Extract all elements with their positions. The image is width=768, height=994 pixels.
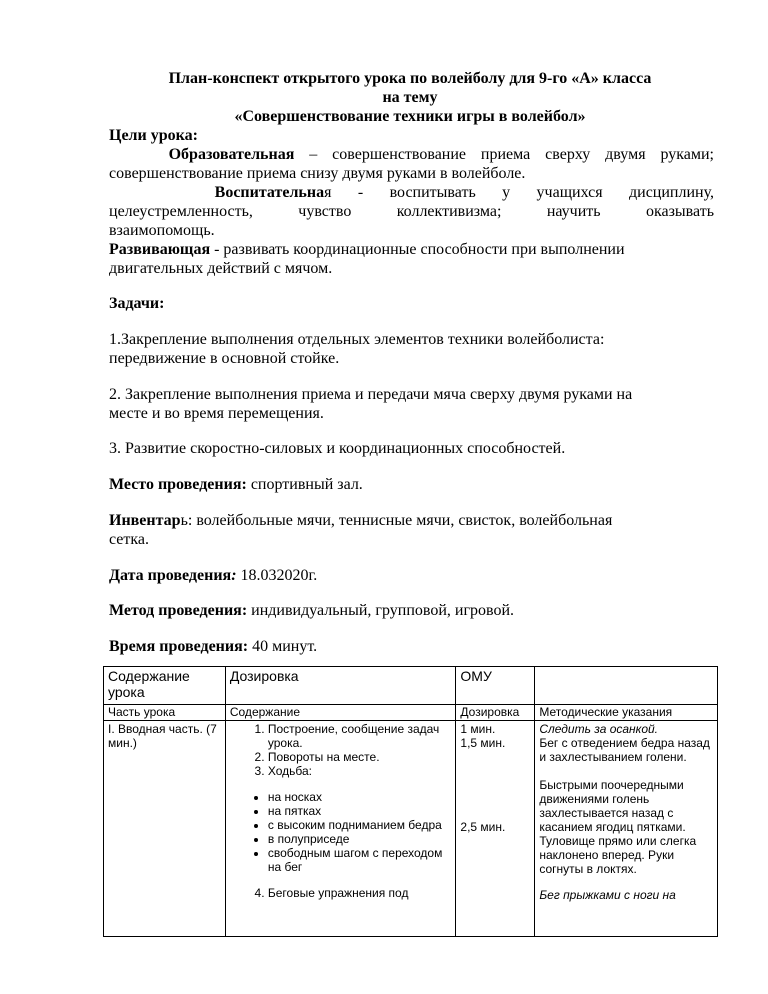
tasks-heading: Задачи:	[109, 295, 165, 312]
list-item: • свободным шагом с переходом на бег	[268, 846, 452, 874]
place-line	[109, 475, 714, 494]
educational-goal-label: Образовательная	[168, 146, 295, 163]
header-cell-empty	[535, 667, 718, 705]
header-cell-omu: ОМУ	[456, 667, 535, 705]
subheader-content: Содержание	[225, 705, 456, 721]
task-2-line-1: 2. Закрепление выполнения приема и передачи мяча сверху двумя руками на	[109, 386, 633, 403]
walking-list	[230, 790, 452, 874]
header-cell-content: Содержание урока	[104, 667, 226, 705]
part-cell: I. Вводная часть. (7 мин.)	[104, 721, 226, 937]
inventory-label: Инвентар	[109, 512, 181, 529]
task-1-line-1: 1.Закрепление выполнения отдельных элементов техники волейболиста:	[109, 331, 605, 348]
developing-goal-line-2: двигательных действий с мячом.	[109, 260, 333, 277]
document-title-line-2: на тему	[382, 89, 438, 106]
note-technique: Быстрыми поочередными движениями голень захлестывается назад с касанием ягодиц пятками. Туловище прямо или слегка наклонено вперед. Руки согнуты в локтях.	[539, 778, 697, 876]
goals-heading: Цели урока:	[109, 127, 198, 144]
date-label: Дата проведения	[109, 567, 232, 584]
educational-goal-line-1: Образовательная – совершенствование приема сверху двумя руками;	[168, 146, 714, 163]
upbringing-goal-label: Воспитательна	[214, 184, 325, 201]
time-label: Время проведения:	[109, 638, 249, 655]
subheader-notes: Методические указания	[535, 705, 718, 721]
date-value: 18.032020г.	[236, 567, 318, 584]
time-value: 40 минут.	[248, 638, 318, 655]
table-subheader-row	[104, 705, 718, 721]
inventory-line-2: сетка.	[109, 531, 150, 548]
list-item: 4. Беговые упражнения под	[268, 886, 452, 900]
document-title-line-3: «Совершенствование техники игры в волейбол»	[234, 108, 586, 125]
content-cell	[225, 721, 456, 937]
dosage-cell	[456, 721, 535, 937]
header-cell-dosage: Дозировка	[225, 667, 456, 705]
list-item: 3. Ходьба:	[268, 764, 452, 778]
date-line: Дата проведения: 18.032020г.	[109, 567, 318, 584]
note-posture: Следить за осанкой.	[539, 722, 658, 736]
method-line	[109, 601, 714, 620]
document-title-line-1: План-конспект открытого урока по волейболу для 9-го «А» класса	[168, 70, 652, 87]
steps-list-continued	[230, 886, 452, 900]
list-item: • в полуприседе	[268, 832, 452, 846]
table-row	[104, 721, 718, 937]
developing-goal-label: Развивающая	[109, 241, 211, 258]
task-2-line-2: месте и во время перемещения.	[109, 405, 324, 422]
list-item: 2. Повороты на месте.	[268, 750, 452, 764]
steps-list	[230, 722, 452, 778]
inventory-line-1: Инвентарь: волейбольные мячи, теннисные мячи, свисток, волейбольная	[109, 512, 613, 529]
list-item: • на пятках	[268, 804, 452, 818]
note-jump-run: Бег прыжками с ноги на	[539, 888, 676, 902]
list-item: • на носках	[268, 790, 452, 804]
lesson-plan-table	[103, 666, 718, 937]
upbringing-goal-line-1: Воспитательная - воспитывать у учащихся дисциплину,	[214, 184, 715, 201]
task-1-line-2: передвижение в основной стойке.	[109, 350, 340, 367]
developing-goal-line-1: Развивающая - развивать координационные способности при выполнении	[109, 241, 625, 258]
upbringing-goal-line-2: целеустремленность, чувство коллективизма; научить оказывать	[109, 203, 714, 220]
subheader-part: Часть урока	[104, 705, 226, 721]
method-value: индивидуальный, групповой, игровой.	[247, 602, 515, 619]
list-item: 1. Построение, сообщение задач урока.	[268, 722, 452, 750]
upbringing-goal-line-3: взаимопомощь.	[109, 222, 215, 239]
list-item: • с высоким подниманием бедра	[268, 818, 452, 832]
method-label: Метод проведения:	[109, 602, 248, 619]
task-3: 3. Развитие скоростно-силовых и координационных способностей.	[109, 440, 566, 457]
place-label: Место проведения:	[109, 476, 247, 493]
note-run: Бег с отведением бедра назад и захлестыванием голени.	[539, 736, 710, 764]
place-value: спортивный зал.	[246, 476, 363, 493]
dosage-1: 1 мин.	[460, 722, 496, 736]
table-header-row	[104, 667, 718, 705]
dosage-3: 2,5 мин.	[460, 820, 506, 834]
dosage-2: 1,5 мин.	[460, 736, 506, 750]
time-line	[109, 637, 714, 656]
educational-goal-line-2: совершенствование приема снизу двумя руками в волейболе.	[109, 165, 526, 182]
subheader-dosage: Дозировка	[456, 705, 535, 721]
notes-cell	[535, 721, 718, 937]
